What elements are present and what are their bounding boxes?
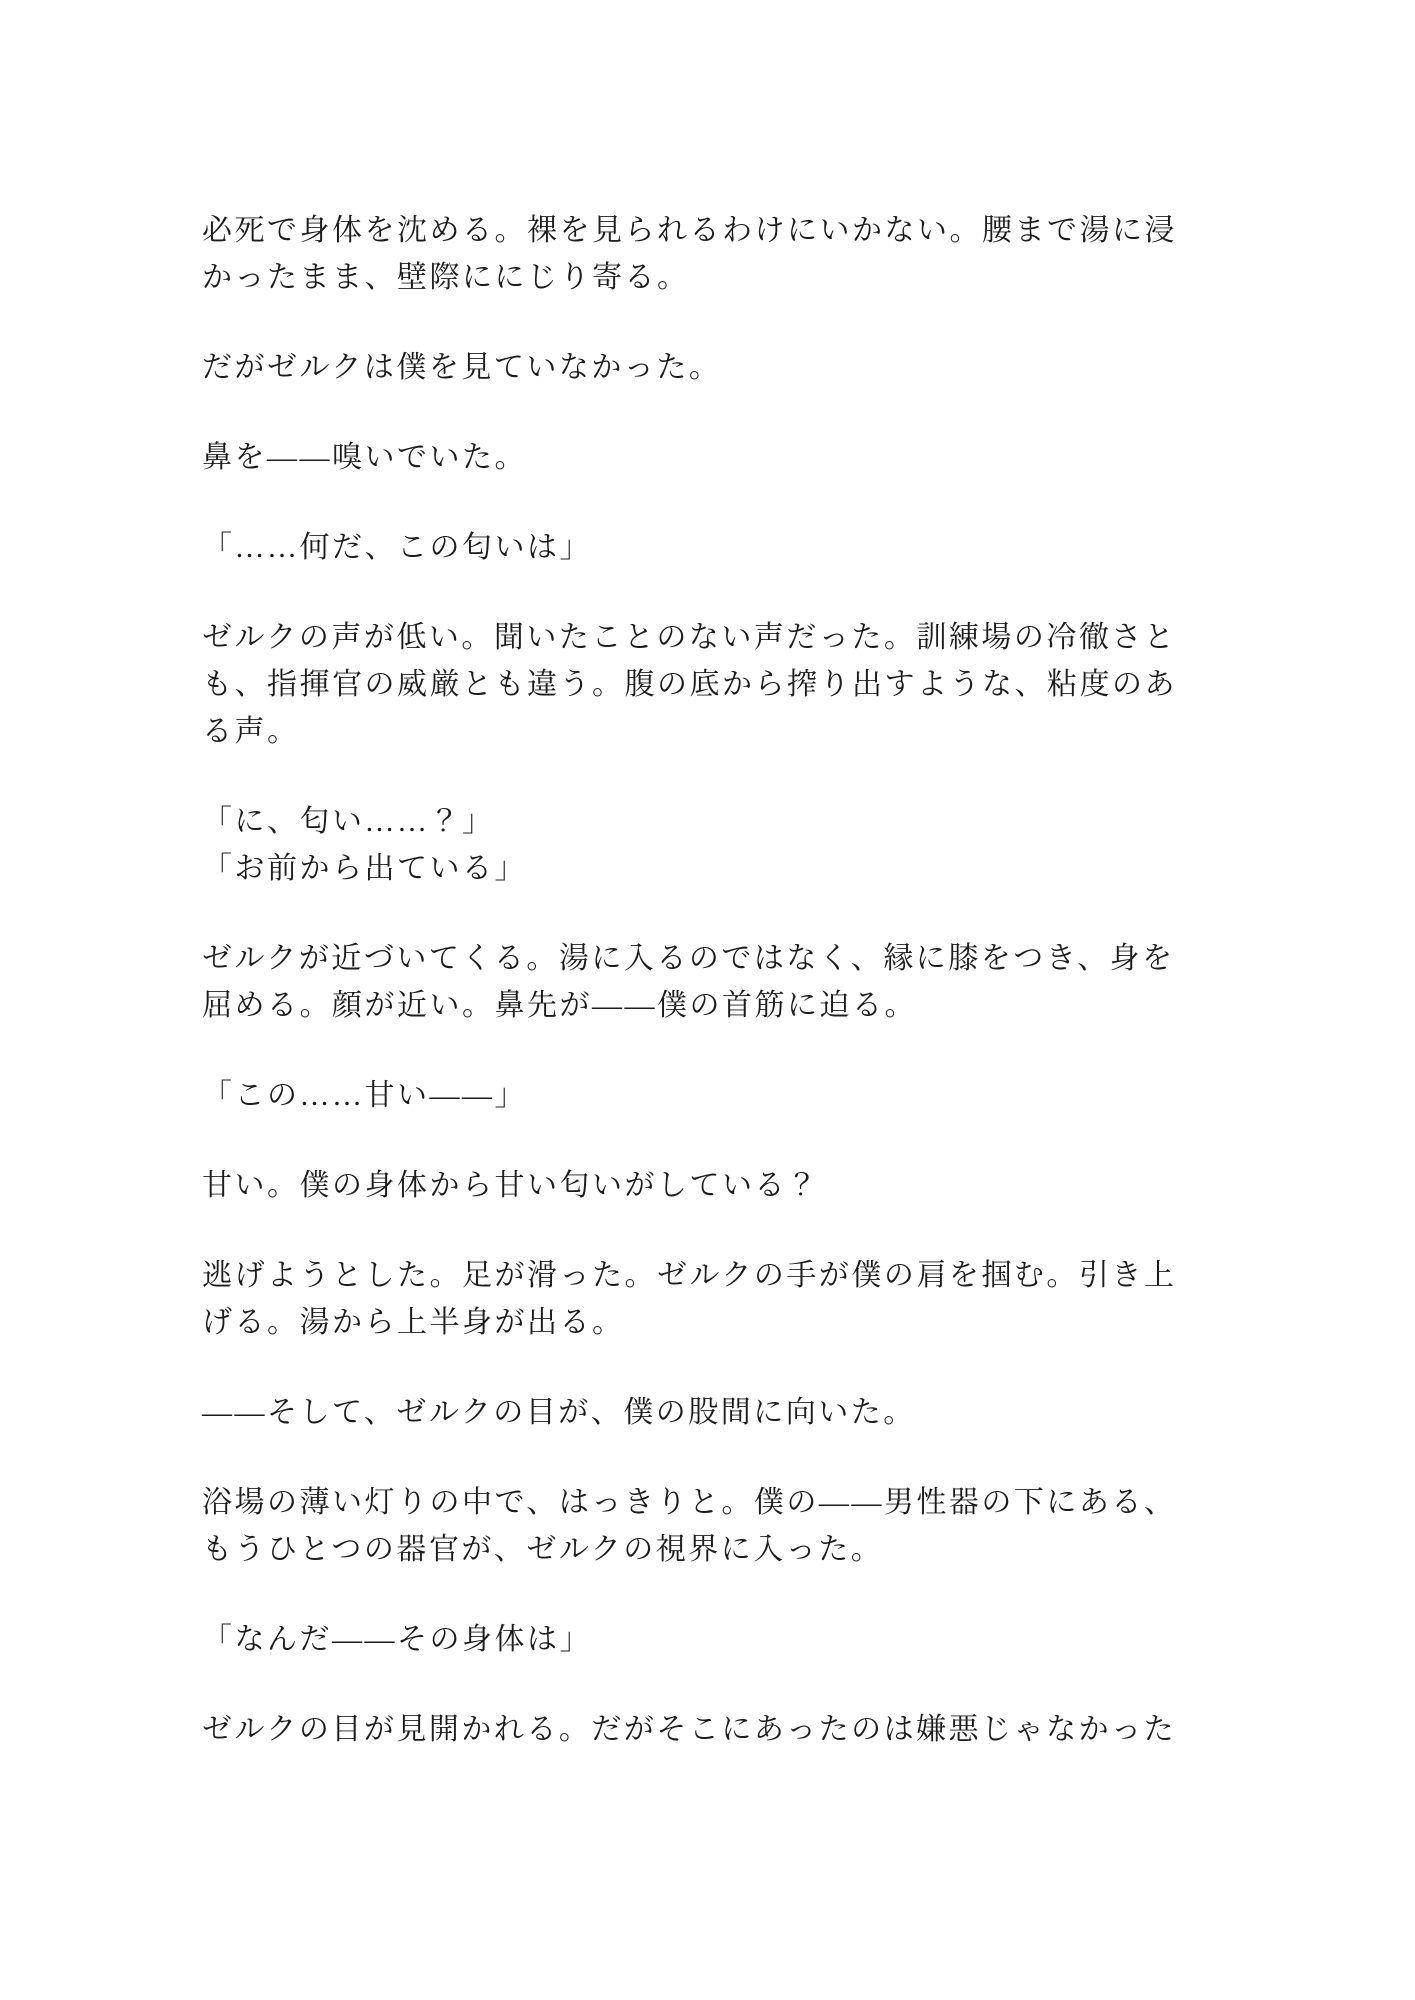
text-line: 「……何だ、この匂いは」	[202, 531, 592, 564]
text-line: る声。	[202, 715, 300, 748]
paragraph	[202, 614, 1215, 755]
paragraph	[202, 1706, 1215, 1753]
text-line: だがゼルクは僕を見ていなかった。	[202, 351, 722, 384]
text-line: 甘い。僕の身体から甘い匂いがしている？	[202, 1169, 820, 1202]
text-line: ゼルクが近づいてくる。湯に入るのではなく、縁に膝をつき、身を	[202, 942, 1175, 975]
text-line: 「なんだ——その身体は」	[202, 1623, 592, 1656]
paragraph	[202, 935, 1215, 1029]
text-line: 逃げようとした。足が滑った。ゼルクの手が僕の肩を掴む。引き上	[202, 1259, 1177, 1292]
text-line: げる。湯から上半身が出る。	[202, 1306, 625, 1339]
paragraph	[202, 1252, 1215, 1346]
text-body	[202, 207, 1215, 1753]
text-line: も、指揮官の威厳とも違う。腹の底から搾り出すような、粘度のあ	[202, 668, 1177, 701]
paragraph	[202, 1389, 1215, 1436]
paragraph	[202, 798, 1215, 892]
text-line: もうひとつの器官が、ゼルクの視界に入った。	[202, 1533, 884, 1566]
text-line: ——そして、ゼルクの目が、僕の股間に向いた。	[202, 1396, 916, 1429]
paragraph	[202, 1072, 1215, 1119]
text-line: 屈める。顔が近い。鼻先が——僕の首筋に迫る。	[202, 989, 917, 1022]
paragraph	[202, 344, 1215, 391]
text-line: 「お前から出ている」	[202, 852, 527, 885]
text-line: ゼルクの声が低い。聞いたことのない声だった。訓練場の冷徹さと	[202, 621, 1177, 654]
paragraph	[202, 1616, 1215, 1663]
paragraph	[202, 434, 1215, 481]
text-line: 浴場の薄い灯りの中で、はっきりと。僕の——男性器の下にある、	[202, 1486, 1177, 1519]
text-line: ゼルクの目が見開かれる。だがそこにあったのは嫌悪じゃなかった	[202, 1713, 1177, 1746]
text-line: 必死で身体を沈める。裸を見られるわけにいかない。腰まで湯に浸	[202, 214, 1177, 247]
text-line: 「に、匂い……？」	[202, 805, 495, 838]
text-line: 「この……甘い——」	[202, 1079, 527, 1112]
text-line: かったまま、壁際ににじり寄る。	[202, 261, 690, 294]
paragraph	[202, 207, 1215, 301]
paragraph	[202, 524, 1215, 571]
paragraph	[202, 1479, 1215, 1573]
paragraph	[202, 1162, 1215, 1209]
text-line: 鼻を——嗅いでいた。	[202, 441, 527, 474]
